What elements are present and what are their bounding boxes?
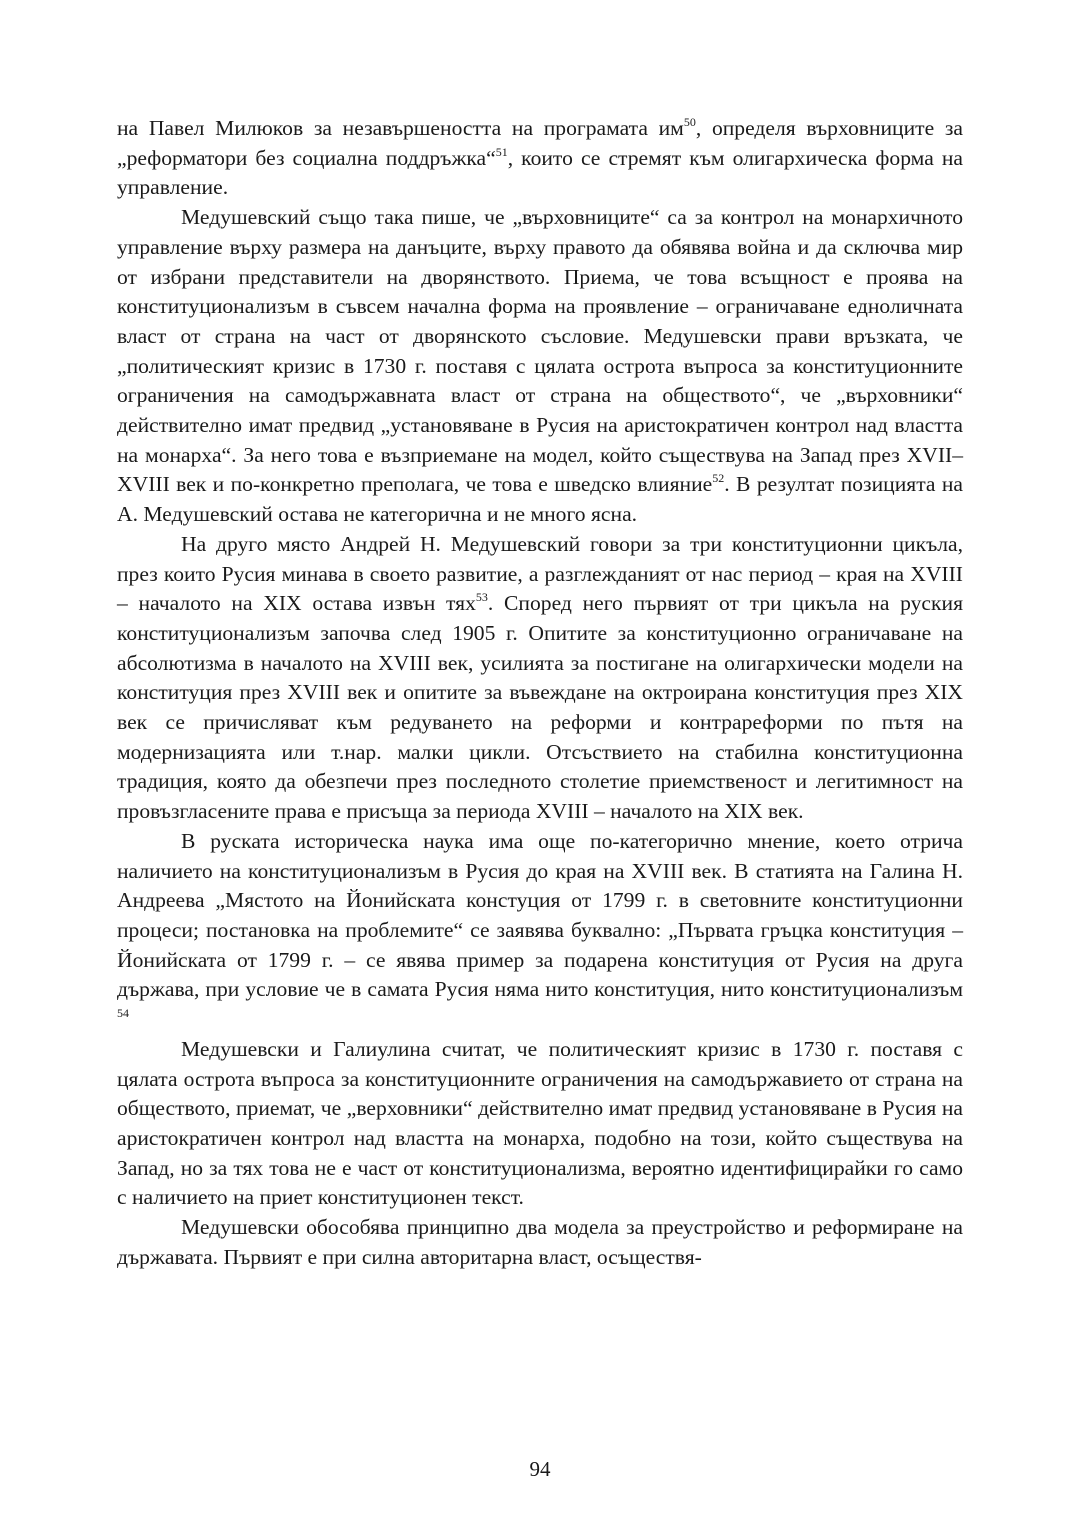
- text-run: . Според него първият от три цикъла на руския конституционализъм започва след 1905 г. Опитите за конституционно ограничаване на абсолютизма в началото на XVIII век, усилията за постигане на олигархически модели на конституция през XVIII век и опитите за въвеждане на октроирана конституция през XIX век се причисляват към редуването на реформи и контрареформи по пътя на модернизацията или т.нар. малки цикли. Отсъствието на стабилна конституционна традиция, която да обезпечи през последното столетие приемственост и легитимност на провъзгласените права е присъща за периода XVIII – началото на XIX век.: [117, 591, 963, 824]
- paragraph: [117, 530, 963, 827]
- footnote-ref[interactable]: 53: [475, 590, 488, 605]
- footnote-ref[interactable]: 52: [712, 471, 725, 486]
- footnote-ref[interactable]: 54: [117, 1005, 129, 1020]
- footnote-ref[interactable]: 51: [495, 144, 508, 159]
- text-run: , определя върховниците за „реформатори без социална поддръжка“: [117, 116, 963, 170]
- text-run: Медушевски обособява принципно два модела за преустройство и реформиране на държавата. Първият е при силна авторитарна власт, осъществя-: [117, 1215, 963, 1269]
- text-run: . В резултат позицията на А. Медушевский остава не категорична и не много ясна.: [117, 472, 964, 527]
- text-run: Медушевский също така пише, че „върховниците“ са за контрол на монархичното управление върху размера на данъците, върху правото да обявява война и да сключва мир от избрани представители на дворянството. Приема, че това всъщност е проява на конституционализъм в съвсем начална форма на проявление – ограничаване едноличната власт от страна на част от дворянското съсловие. Медушевски прави връзката, че „политическият кризис в 1730 г. поставя с цялата острота въпроса за конституционните ограничения на самодържавната власт от страна на обществото“, че „върховники“ действително имат предвид „установяване в Русия на аристократичен контрол над властта на монарха“. За него това е възприемане на модел, който съществува на Запад през XVII–XVIII век и по-конкретно преполага, че това е шведско влияние: [117, 205, 963, 497]
- text-run: , които се стремят към олигархическа форма на управление.: [117, 145, 963, 200]
- paragraph: [117, 1035, 963, 1213]
- text-run: На друго място Андрей Н. Медушевский говори за три конституционни цикъла, през които Русия минава в своето развитие, а разглежданият от нас период – края на XVIII – началото на XIX остава извън тях: [117, 531, 963, 616]
- text-run: Медушевски и Галиулина считат, че политическият кризис в 1730 г. поставя с цялата острота въпроса за конституционните ограничения на самодържавието от страна на обществото, приемат, че „верховники“ действително имат предвид установяване в Русия на аристократичен контрол над властта на монарха, подобно на този, който съществува на Запад, но за тях това не е част от конституционализма, вероятно идентифицирайки го само с наличието на приет конституционен текст.: [117, 1036, 963, 1210]
- paragraph: [117, 114, 963, 203]
- document-body: [117, 114, 963, 1272]
- text-run: на Павел Милюков за незавършеността на програмата им: [117, 116, 684, 140]
- page-number: 94: [529, 1457, 551, 1481]
- paragraph: [117, 1213, 963, 1272]
- footnote-ref[interactable]: 50: [683, 114, 696, 129]
- text-run: В руската историческа наука има още по-категорично мнение, което отрича наличието на конституционализъм в Русия до края на XVIII век. В статията на Галина Н. Андреева „Мястото на Йонийската констуция от 1799 г. в световните конституционни процеси; постановка на проблемите“ се заявява буквално: „Първата гръцка конституция – Йонийската от 1799 г. – се явява пример за подарена конституция от Русия на друга държава, при условие че в самата Русия няма нито конституция, нито конституционализъм: [117, 828, 963, 1002]
- paragraph: [117, 203, 963, 530]
- paragraph: [117, 827, 963, 1035]
